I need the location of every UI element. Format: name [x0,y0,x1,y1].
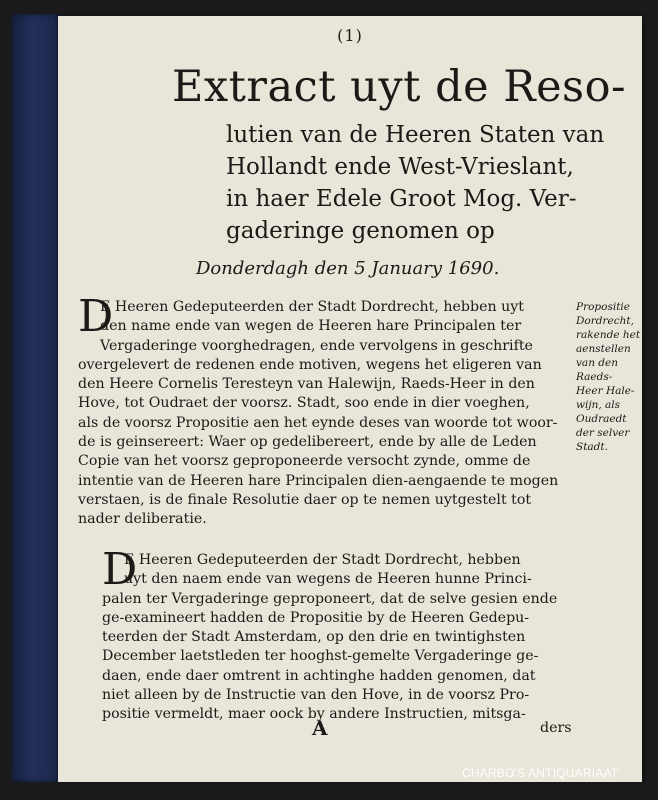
title-line-3: Hollandt ende West-Vrieslant, [226,154,574,180]
paragraph-2-line: uyt den naem ende van wegens de Heeren hunne Princi- [124,571,532,588]
paragraph-1-line: de is geinsereert: Waer op gedelibereert, ende by alle de Leden [78,434,537,451]
paragraph-1-line: den name ende van wegen de Heeren hare Principalen ter [100,318,522,335]
title-line-1: Extract uyt de Reso- [172,62,627,112]
paragraph-2-line: niet alleen by de Instructie van den Hove, in de voorsz Pro- [102,687,530,704]
document-page [58,16,642,782]
catchword: ders [540,720,572,736]
paragraph-2-line: December laetstleden ter hooghst-gemelte Vergaderinge ge- [102,648,539,665]
paragraph-1-line: Hove, tot Oudraet der voorsz. Stadt, soo ende in dier voeghen, [78,395,530,412]
paragraph-1-line: als de voorsz Propositie aen het eynde deses van woorde tot woor- [78,414,558,431]
paragraph-1-line: intentie van de Heeren hare Principalen dien-aengaende te mogen [78,472,559,489]
paragraph-2-line: palen ter Vergaderinge geproponeert, dat de selve gesien ende [102,590,558,607]
signature-mark: A [312,716,328,740]
paragraph-2 [102,551,582,725]
marginal-note-line: der selver [576,427,630,439]
paragraph-2-line: ge-examineert hadden de Propositie by de Heeren Gedepu- [102,609,530,626]
title-line-5: gaderinge genomen op [226,218,495,244]
paragraph-2-line: positie vermeldt, maer oock by andere Instructien, mitsga- [102,706,526,723]
paragraph-1-line: Copie van het voorsz geproponeerde versocht zynde, omme de [78,453,531,470]
dealer-watermark: CHARBO'S ANTIQUARIAAT [462,766,619,780]
paragraph-1-line: overgelevert de redenen ende motiven, wegens het eligeren van [78,356,542,373]
paragraph-2-line: teerden der Stadt Amsterdam, op den drie en twintighsten [102,629,526,646]
marginal-note-line: Oudraedt [576,413,627,425]
marginal-note [576,300,641,454]
marginal-note-line: Raeds- [576,371,613,383]
paragraph-2-line: E Heeren Gedeputeerden der Stadt Dordrecht, hebben [124,552,521,568]
title-line-4: in haer Edele Groot Mog. Ver- [226,186,577,212]
paragraph-1-line: nader deliberatie. [78,511,207,528]
paragraph-1-line: Vergaderinge voorghedragen, ende vervolgens in geschrifte [100,337,533,354]
title-line-2: lutien van de Heeren Staten van [226,122,605,148]
marginal-note-line: Stadt. [576,441,608,453]
marginal-note-line: Propositie [576,301,630,313]
marginal-note-line: aenstellen [576,343,631,355]
paragraph-1 [78,298,578,530]
marginal-note-line: Heer Hale- [576,385,635,397]
marginal-note-line: wijn, als [576,399,621,411]
paragraph-1-line: verstaen, is de finale Resolutie daer op te nemen uytgestelt tot [78,491,532,508]
paragraph-1-line: E Heeren Gedeputeerden der Stadt Dordrecht, hebben uyt [100,299,524,315]
marginal-note-line: rakende het [576,329,641,341]
paragraph-1-line: den Heere Cornelis Teresteyn van Halewijn, Raeds-Heer in den [78,376,535,393]
resolution-date: Donderdagh den 5 January 1690. [196,258,500,279]
blue-binding-spine [12,14,62,782]
marginal-note-line: Dordrecht, [576,315,634,327]
page-number: (1) [337,26,363,45]
marginal-note-line: van den [576,357,618,369]
paragraph-2-line: daen, ende daer omtrent in achtinghe hadden genomen, dat [102,667,536,684]
drop-cap-1: D [78,291,114,342]
drop-cap-2: D [102,544,138,595]
